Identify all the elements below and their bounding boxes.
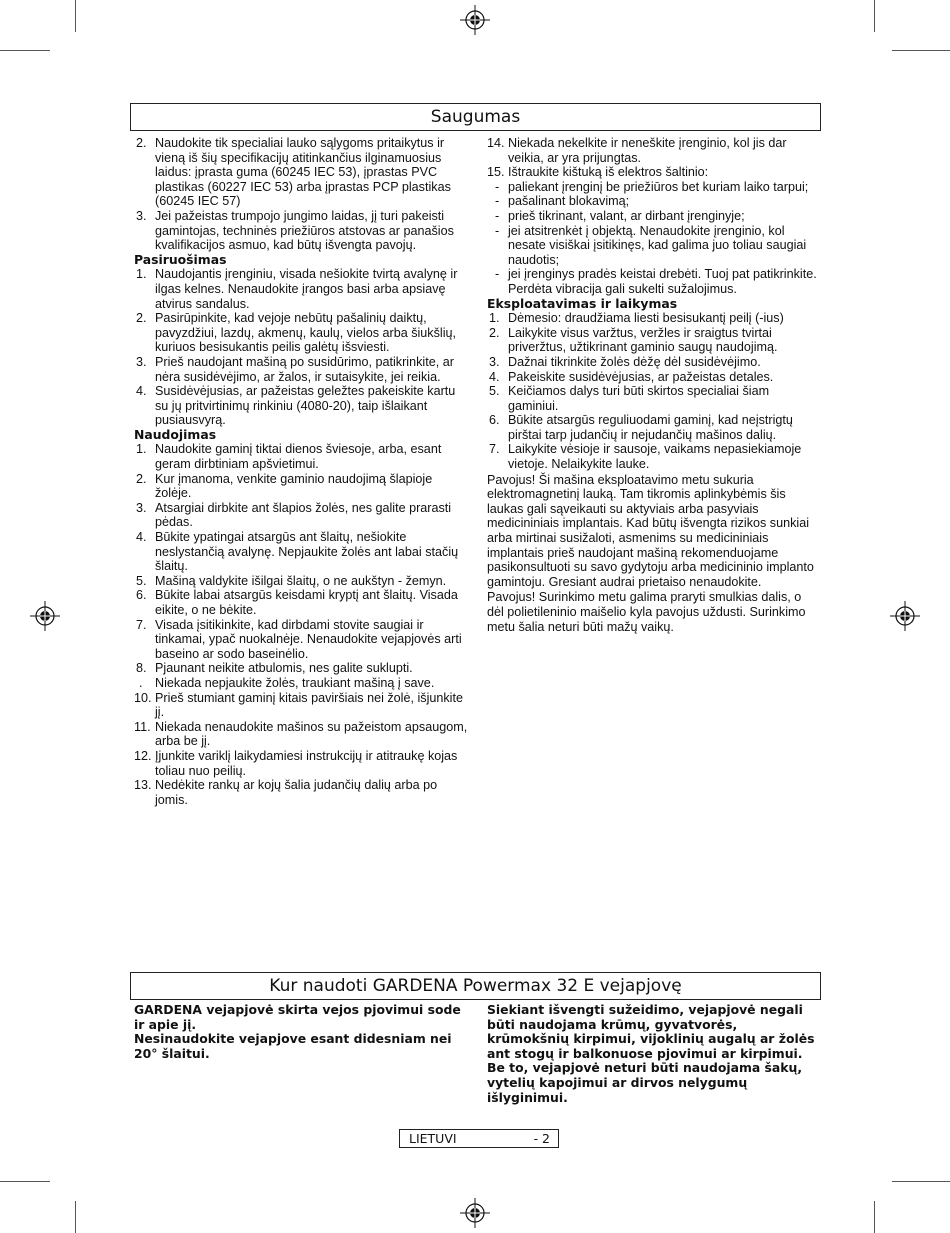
list-item: 3. Dažnai tikrinkite žolės dėžę dėl susidėvėjimo. bbox=[489, 354, 761, 369]
list-item: 3. Prieš naudojant mašiną po susidūrimo, patikrinkite, ar nėra susidėvėjimo, ar žalos, ir sutaisykite, jei reikia. bbox=[136, 354, 454, 384]
list-item: 6. Būkite atsargūs reguliuodami gaminį, kad neįstrigtų pirštai tarp judančių ir nejudančių mašinos dalių. bbox=[489, 413, 793, 442]
list-item: 12. Įjunkite variklį laikydamiesi instrukcijų ir atitraukę kojas toliau nuo peilių. bbox=[134, 748, 458, 778]
crop-mark bbox=[0, 1181, 50, 1182]
list-a bbox=[487, 136, 821, 180]
crop-mark bbox=[75, 1201, 76, 1233]
list-item: 11. Niekada nenaudokite mašinos su pažeistom apsaugom, arba be jį. bbox=[134, 719, 468, 749]
list-item: 5. Mašiną valdykite išilgai šlaitų, o ne aukštyn - žemyn. bbox=[136, 573, 447, 588]
page-footer bbox=[399, 1129, 559, 1148]
list-item: 10. Prieš stumiant gaminį kitais paviršiais nei žolė, išjunkite jį. bbox=[134, 690, 463, 720]
usage-paragraph: Nesinaudokite vejapjove esant didesniam nei 20° šlaitui. bbox=[134, 1031, 452, 1061]
registration-mark-icon bbox=[890, 601, 920, 631]
registration-mark-icon bbox=[30, 601, 60, 631]
crop-mark bbox=[75, 0, 76, 32]
section-title-usage: Kur naudoti GARDENA Powermax 32 E vejapjovę bbox=[130, 972, 821, 1000]
list-a bbox=[134, 136, 468, 253]
list-item: 6. Būkite labai atsargūs keisdami kryptį ant šlaitų. Visada eikite, o ne bėkite. bbox=[136, 588, 458, 617]
list-item: 3. Atsargiai dirbkite ant šlapios žolės, nes galite prarasti pėdas. bbox=[136, 500, 452, 530]
list-item: 1. Dėmesio: draudžiama liesti besisukantį peilį (-ius) bbox=[489, 311, 784, 326]
list-item: 4. Būkite ypatingai atsargūs ant šlaitų, nešiokite neslystančią avalynę. Nepjaukite žolės ant labai stačių šlaitų. bbox=[136, 530, 459, 574]
list-item: 2. Pasirūpinkite, kad vejoje nebūtų pašalinių daiktų, pavyzdžiui, lazdų, akmenų, kaulų, vielos arba šiukšlių, kuriuos besisukantis peilis galėtų išsviesti. bbox=[136, 311, 457, 355]
list-item: 14. Niekada nekelkite ir neneškite įrenginio, kol jis dar veikia, ar yra prijungtas. bbox=[487, 136, 787, 165]
section-title-saugumas: Saugumas bbox=[130, 103, 821, 131]
list-item: 3. Jei pažeistas trumpojo jungimo laidas, jį turi pakeisti gamintojas, techninės priežiūros atstovas ar panašios kvalifikacijos asmuo, kad būtų išvengta pavojų. bbox=[136, 208, 454, 253]
sub-list-item: - jei atsitrenkėt į objektą. Nenaudokite įrenginio, kol nesate visiškai įsitikinęs, kad galima juo toliau saugiai naudotis; bbox=[495, 223, 807, 267]
list-item: 1. Naudokite gaminį tiktai dienos šviesoje, arba, esant geram dirbtiniam apšvietimui. bbox=[136, 442, 442, 472]
usage-left-column bbox=[134, 1003, 470, 1061]
sub-list-item: - jei įrenginys pradės keistai drebėti. Tuoj pat patikrinkite. Perdėta vibracija gali sukelti sužalojimus. bbox=[495, 267, 817, 296]
left-column bbox=[134, 136, 468, 807]
usage-paragraph: Siekiant išvengti sužeidimo, vejapjovė negali būti naudojama krūmų, gyvatvorės, krūmokšnių kirpimui, vijoklinių augalų ar žolės ant stogų ir balkonuose pjovimui ar kirpimui. Be to, vejapjovė neturi būti naudojama šakų, vytelių kapojimui ar dirvos nelygumų išlyginimui. bbox=[487, 1002, 815, 1105]
list-item: 7. Visada įsitikinkite, kad dirbdami stovite saugiai ir tinkamai, ypač nuokalnėje. Nenaudokite vejapjovės arti baseino ar sodo baseinėlio. bbox=[136, 617, 462, 661]
crop-mark bbox=[874, 0, 875, 32]
page-number: - 2 bbox=[533, 1131, 550, 1146]
sub-list-item: - pašalinant blokavimą; bbox=[495, 194, 630, 209]
section-heading: Pasiruošimas bbox=[134, 251, 227, 267]
sub-list-item: - paliekant įrenginį be priežiūros bet kuriam laiko tarpui; bbox=[495, 179, 809, 194]
right-column bbox=[487, 136, 821, 634]
list-c bbox=[134, 442, 468, 807]
warning-paragraph: Pavojus! Ši mašina eksploatavimo metu sukuria elektromagnetinį lauką. Tam tikromis aplinkybėmis šis laukas gali sąveikauti su aktyviais arba pasyviais medicininiais implantais. Kad būtų išvengta rizikos sunkiai arba mirtinai susižaloti, asmenims su medicininiais implantais prieš naudojant mašiną rekomenduojame pasikonsultuoti su savo gydytoju arba medicininio implanto gamintoju. Gresiant audrai prietaiso nenaudokite. bbox=[487, 472, 814, 589]
list-item: 5. Keičiamos dalys turi būti skirtos specialiai šiam gaminiui. bbox=[489, 384, 770, 413]
registration-mark-icon bbox=[460, 1198, 490, 1228]
list-b bbox=[487, 311, 821, 472]
list-item: 1. Naudojantis įrenginiu, visada nešiokite tvirtą avalynę ir ilgas kelnes. Nenaudokite įrangos basi arba apsiavę atvirus sandalus. bbox=[136, 267, 458, 311]
warning-paragraph: Pavojus! Surinkimo metu galima praryti smulkias dalis, o dėl polietileninio maišelio kyla pavojus uždusti. Surinkimo metu šalia neturi būti mažų vaikų. bbox=[487, 590, 806, 634]
list-item: 8. Pjaunant neikite atbulomis, nes galite suklupti. bbox=[136, 661, 413, 676]
list-b bbox=[134, 267, 468, 428]
section-heading: Eksploatavimas ir laikymas bbox=[487, 295, 678, 311]
footer-language: LIETUVI bbox=[409, 1131, 457, 1146]
crop-mark bbox=[0, 50, 50, 51]
crop-mark bbox=[892, 1181, 950, 1182]
list-item: 2. Naudokite tik specialiai lauko sąlygoms pritaikytus ir vieną iš šių specifikacijų atitinkančius ilginamuosius laidus: įprasta guma (60245 IEC 53), įprastas PVC plastikas (60227 IEC 53) arba įprastas PCP plastikas (60245 IEC 57) bbox=[136, 136, 451, 209]
section-heading: Naudojimas bbox=[134, 426, 217, 442]
list-item: 13. Nedėkite rankų ar kojų šalia judančių dalių arba po jomis. bbox=[134, 778, 438, 807]
list-item: 2. Laikykite visus varžtus, veržles ir sraigtus tvirtai priveržtus, užtikrinant gaminio saugų naudojimą. bbox=[489, 325, 778, 355]
registration-mark-icon bbox=[460, 5, 490, 35]
list-item: 2. Kur įmanoma, venkite gaminio naudojimą šlapioje žolėje. bbox=[136, 471, 433, 501]
list-item: 4. Pakeiskite susidėvėjusias, ar pažeistas detales. bbox=[489, 369, 774, 384]
list-item: . Niekada nepjaukite žolės, traukiant mašiną į save. bbox=[139, 675, 435, 690]
list-item: 7. Laikykite vėsioje ir sausoje, vaikams nepasiekiamoje vietoje. Nelaikykite lauke. bbox=[489, 442, 802, 472]
usage-paragraph: GARDENA vejapjovė skirta vejos pjovimui sode ir apie jį. bbox=[134, 1002, 461, 1032]
sub-list-item: - prieš tikrinant, valant, ar dirbant įrenginyje; bbox=[495, 208, 745, 223]
list-item: 15. Ištraukite kištuką iš elektros šaltinio: bbox=[487, 165, 709, 180]
crop-mark bbox=[874, 1201, 875, 1233]
list-item: 4. Susidėvėjusias, ar pažeistas geležtes pakeiskite kartu su jų pritvirtinimų rinkiniu (4080-20), taip išlaikant pusiausvyrą. bbox=[136, 384, 456, 428]
crop-mark bbox=[892, 50, 950, 51]
sub-list bbox=[487, 180, 821, 297]
usage-right-column bbox=[487, 1003, 821, 1105]
